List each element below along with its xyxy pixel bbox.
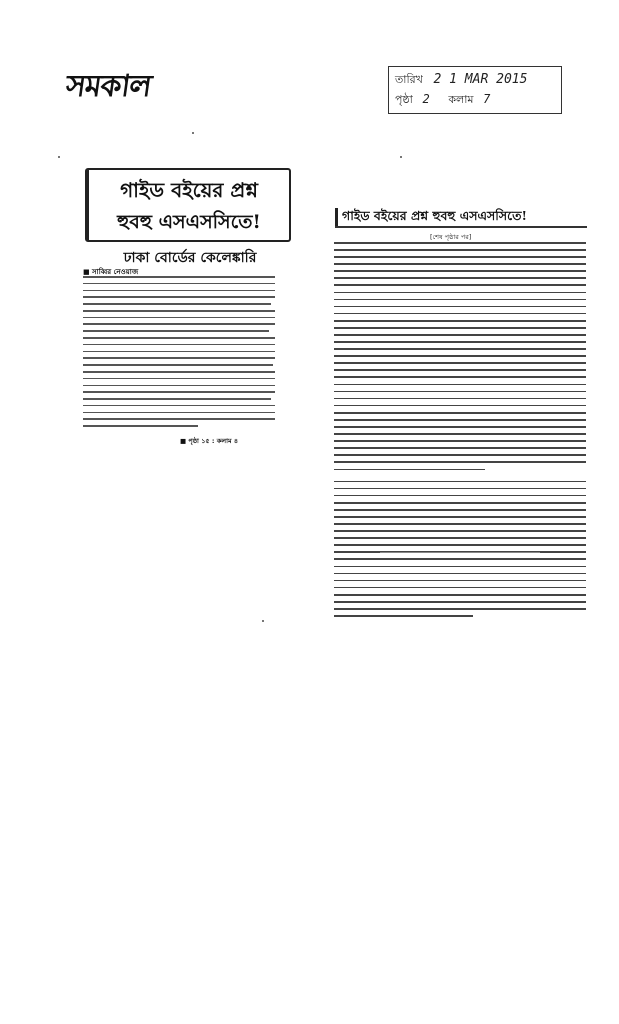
stamp-date-label: তারিখ	[395, 73, 423, 86]
continuation-headline: গাইড বইয়ের প্রশ্ন হুবহু এসএসসিতে!	[335, 208, 592, 228]
stamp-date-value: 2 1 MAR 2015	[433, 72, 528, 87]
article-byline: ■ সাব্বির নেওয়াজ	[83, 268, 139, 276]
continuation-footer-rule	[380, 552, 540, 553]
scan-speck	[192, 132, 194, 134]
scan-speck	[262, 620, 264, 622]
stamp-column-label: কলাম	[448, 93, 474, 106]
article-headline-box	[85, 168, 291, 242]
article-body-text	[83, 276, 275, 432]
stamp-page-label: পৃষ্ঠা	[395, 93, 413, 106]
continuation-from-note: [শেষ পৃষ্ঠার পর]	[430, 233, 472, 241]
stamp-column-value: 7	[483, 92, 491, 106]
newspaper-masthead: সমকাল	[63, 69, 154, 104]
continuation-body-text	[334, 242, 586, 622]
stamp-page-row	[395, 91, 490, 110]
scan-speck	[400, 156, 402, 158]
stamp-page-value: 2	[422, 92, 430, 106]
article-subheadline: ঢাকা বোর্ডের কেলেঙ্কারি	[123, 250, 257, 266]
article-headline-line2: হুবহু এসএসসিতে!	[117, 211, 261, 233]
stamp-date-row	[395, 71, 527, 90]
clipping-stamp	[388, 66, 562, 114]
article-continued-note: ■ পৃষ্ঠা ১৫ : কলাম ৪	[180, 437, 239, 445]
continuation-rule	[335, 226, 587, 228]
scan-speck	[58, 156, 60, 158]
article-headline-line1: গাইড বইয়ের প্রশ্ন	[120, 178, 258, 202]
